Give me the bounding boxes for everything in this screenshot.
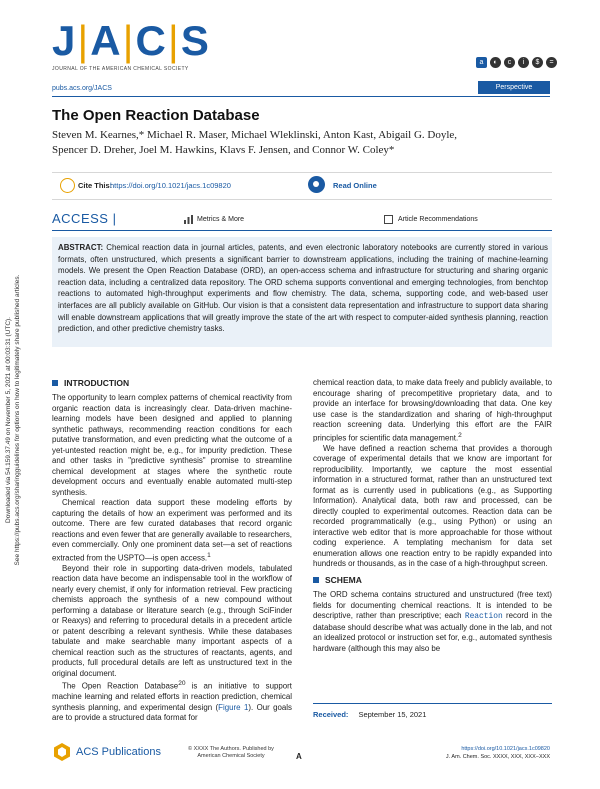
author-list [52,128,552,158]
abstract [58,242,548,335]
article-recommendations-link[interactable]: Article Recommendations [398,216,478,223]
acs-logo-icon [52,742,72,762]
open-access-icon: ◐ [490,57,501,68]
section-heading-schema: SCHEMA [313,575,362,585]
journal-full-name: JOURNAL OF THE AMERICAN CHEMICAL SOCIETY [52,66,189,72]
footer-citation: https://doi.org/10.1021/jacs.1c09820 J. Am. Chem. Soc. XXXX, XXX, XXX−XXX [420,746,550,761]
acs-icon[interactable]: a [476,57,487,68]
nd-icon: = [546,57,557,68]
article-icon [384,215,393,224]
eye-icon[interactable] [308,176,325,193]
cite-doi-link[interactable]: https://doi.org/10.1021/jacs.1c09820 [110,181,231,190]
article-title: The Open Reaction Database [52,107,260,124]
paragraph: The ORD schema contains structured and unstructured (free text) fields for documenting chemical reactions. It is intended to be descriptive, rather than prescriptive; each Reaction record in the database should describe what was actually done in the lab, and not an idealized protocol or instruction set for, e.g., automated synthesis hardware (although this may also be [313,590,552,653]
left-column [52,393,292,724]
divider [52,96,550,97]
license-icons [476,57,557,68]
footer-doi-link[interactable]: https://doi.org/10.1021/jacs.1c09820 [461,746,550,752]
paragraph: The Open Reaction Database$^{20}$ is an initiative to support machine learning and related efforts in reaction prediction, chemical synthesis planning, and experimental design (Figure 1). Our goals are to provide a structured data format for [52,680,292,723]
section-heading-introduction: INTRODUCTION [52,378,129,388]
paragraph: Beyond their role in supporting data-driven models, tabulated reaction data have become an indispensable tool in the workflow of nearly every chemist, if only for information retrieval. Few practicing chemists approach the synthesis of a new compound without performing a database or literature search (e.g., through SciFinder or Reaxys) and referring to procedural details in a precedent article or patent describing a relevant synthesis. While these databases tabulate and make searchable many important aspects of a chemical reaction such as the structures of reactants, agents, and products, full procedural details are left as unstructured text in the original document. [52,563,292,678]
by-icon: i [518,57,529,68]
paragraph: Chemical reaction data support these modeling efforts by capturing the details of how an experiment was performed and its outcome. There are few curated databases that record organic reactions and even fewer that are generally available to researchers, even commercially. Only one prominent data set—a set of reactions extracted from the USPTO—is open access.$^1$ [52,498,292,563]
bar-chart-icon [184,215,193,224]
divider [52,230,552,231]
abstract-label: ABSTRACT: [58,243,104,252]
divider [313,703,552,704]
nc-icon: $ [532,57,543,68]
paragraph: We have defined a reaction schema that provides a thorough coverage of experimental details that we know are important for reproducibility. Importantly, we capture the most essential information in a structured format, rather than an unstructured text format as is currently used in publications (e.g., as Supporting Information). Analytical data, both raw and processed, can be directly coupled to experimental outcomes. Reaction data can be recorded programmatically (e.g., using Python) or using an interactive web editor that is more approachable for those without coding experience. A templating mechanism for data set enumeration allows one reaction entry to be rapidly expanded into hundreds or thousands, as in the case of a high-throughput screen. [313,443,552,569]
article-type-badge: Perspective [478,81,550,94]
authors-line: Spencer D. Dreher, Joel M. Hawkins, Klavs F. Jensen, and Connor W. Coley* [52,144,395,156]
received-date: Received: September 15, 2021 [313,710,427,719]
abstract-text: Chemical reaction data in journal articles, patents, and even electronic laboratory notebooks are currently stored in various formats, often unstructured, which presents a significant barrier to downstream applications, including the training of machine-learning models. We present the Open Reaction Database (ORD), an open-access schema and infrastructure for structuring and sharing organic reaction data, including a centralized data repository. The ORD schema supports conventional and emerging technologies, from benchtop reactions to automated high-throughput experiments and flow chemistry. The data, schema, supporting code, and web-based user interfaces are all publicly available on GitHub. Our vision is that a consistent data representation and infrastructure to support data sharing will enable downstream applications that will greatly improve the state of the art with respect to computer-aided synthesis planning, reaction prediction, and other predictive chemistry tasks. [58,243,548,334]
right-column-schema [313,590,552,654]
right-column [313,378,552,570]
journal-logo: J|A|C|S [52,17,211,64]
download-notice: Downloaded via 54.159.37.49 on November 5, 2021 at 00:03:31 (UTC). See https://pubs.acs.org/sharingguidelines for options on how to legitimately share published articles. [5,274,21,566]
publisher-name: ACS Publications [76,746,161,758]
cite-label: Cite This: [78,181,113,190]
authors-line: Steven M. Kearnes,* Michael R. Maser, Michael Wleklinski, Anton Kast, Abigail G. Doyle, [52,129,458,141]
journal-url[interactable]: pubs.acs.org/JACS [52,85,112,92]
figure-link[interactable]: Figure 1 [218,702,249,712]
paragraph: The opportunity to learn complex patterns of chemical reactivity from organic reaction data is increasingly clear. Data-driven machine-learning models have been designed and applied to planning synthetic pathways, recommending reaction conditions for each putative transformation, and even predicting what the outcome of a yet-untested reaction might be, e.g., for impurity prediction. These and other tasks in "predictive synthesis" promise to streamline chemical development at stages where the synthetic route development occurs and eventually enable automated multi-step synthesis. [52,393,292,497]
quote-icon [60,178,75,193]
copyright: © XXXX The Authors. Published by American Chemical Society [188,746,274,759]
cc-icon: c [504,57,515,68]
metrics-link[interactable]: Metrics & More [197,216,245,223]
access-label: ACCESS | [52,211,117,226]
paragraph: chemical reaction data, to make data freely and publicly available, to encourage sharing of precompetitive proprietary data, and to provide an interface for browsing/downloading that data. One key use case is the standardization and sharing of high-throughput reaction screening data. Underlying this effort are the FAIR principles for scientific data management.$^2$ [313,378,552,443]
read-online-link[interactable]: Read Online [333,181,377,190]
page-number: A [296,752,302,761]
